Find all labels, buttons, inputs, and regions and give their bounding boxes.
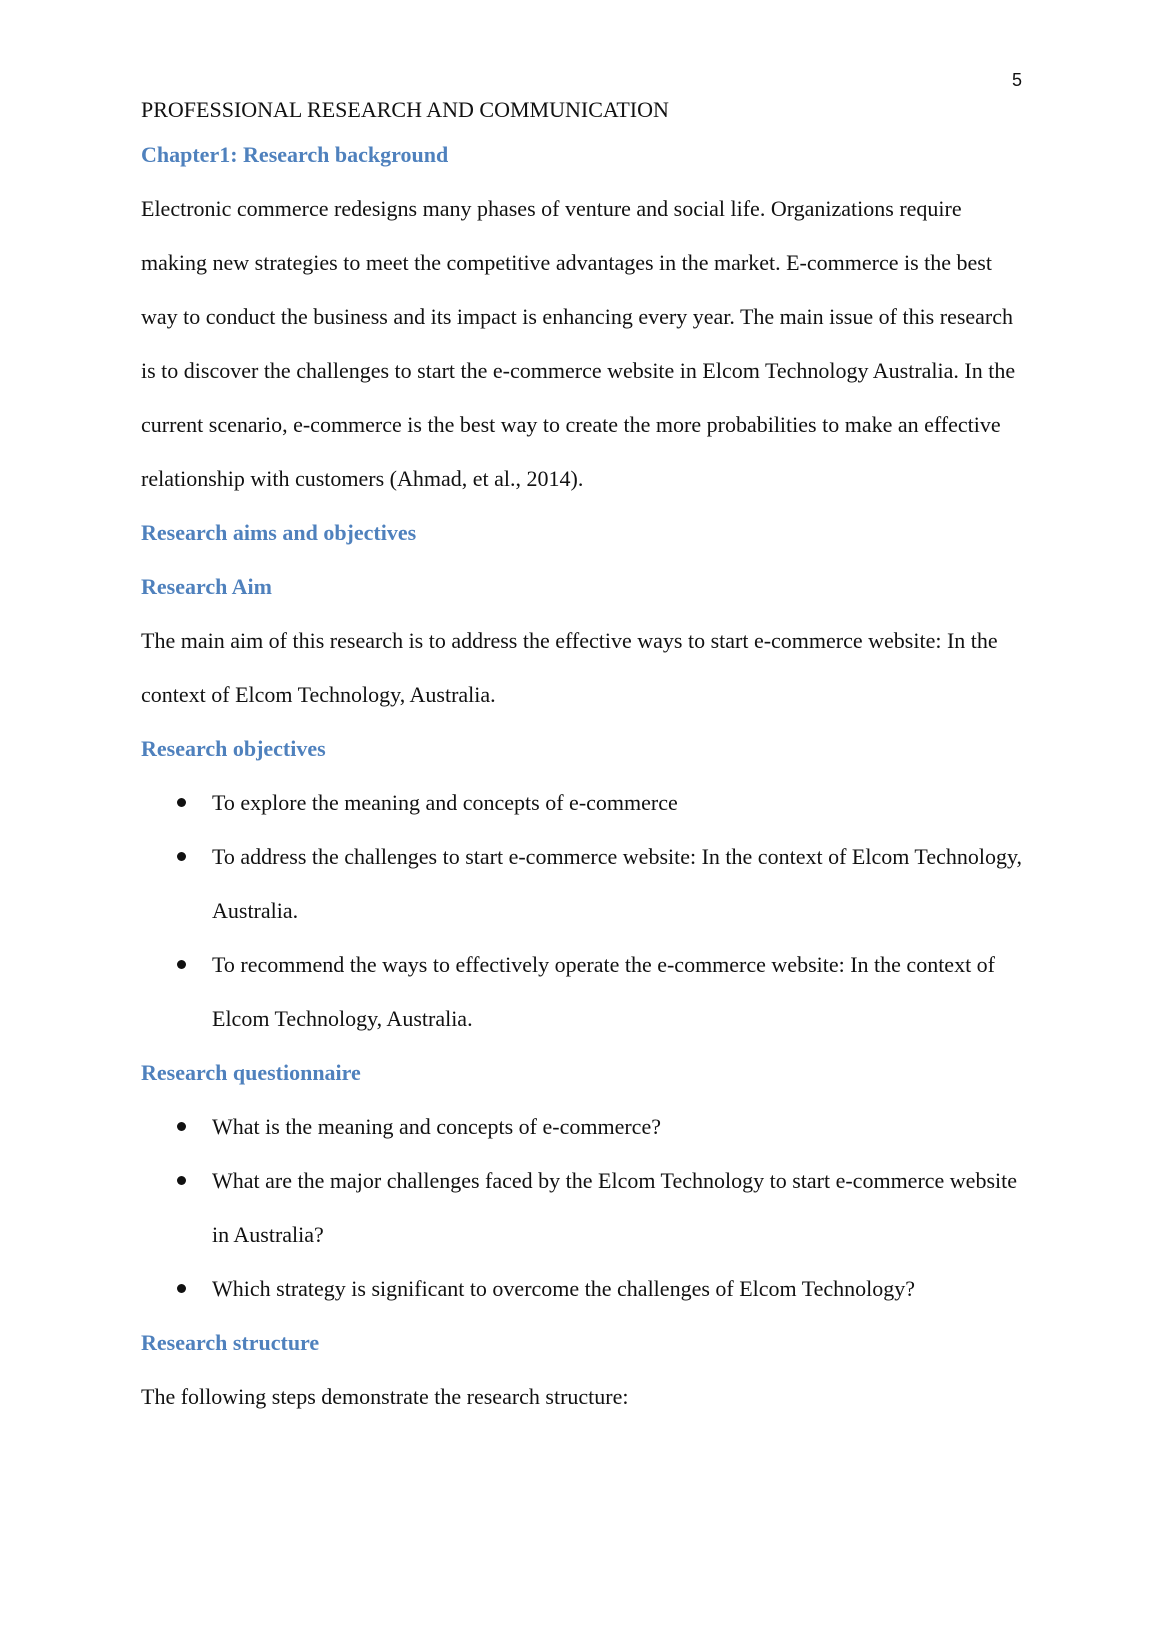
questionnaire-list	[141, 1100, 1026, 1316]
heading-research-aim: Research Aim	[141, 574, 272, 599]
paragraph-research-background: Electronic commerce redesigns many phases of venture and social life. Organizations require making new strategies to meet the competitive advantages in the market. E-commerce is the best way to conduct the business and its impact is enhancing every year. The main issue of this research is to discover the challenges to start the e-commerce website in Elcom Technology Australia. In the current scenario, e-commerce is the best way to create the more probabilities to make an effective relationship with customers (Ahmad, et al., 2014).	[141, 196, 1016, 491]
heading-research-background: Chapter1: Research background	[141, 142, 449, 167]
heading-research-objectives: Research objectives	[141, 736, 326, 761]
list-item	[141, 1262, 1026, 1316]
bullet-icon	[177, 798, 186, 807]
heading-research-structure: Research structure	[141, 1330, 320, 1355]
list-item-text: What is the meaning and concepts of e-commerce?	[212, 1114, 661, 1139]
list-item-text: To explore the meaning and concepts of e-commerce	[212, 790, 678, 815]
paragraph-research-structure: The following steps demonstrate the research structure:	[141, 1384, 629, 1409]
page-content	[141, 92, 1026, 1424]
list-item-text: To address the challenges to start e-commerce website: In the context of Elcom Technology, Australia.	[212, 844, 1023, 923]
list-item-text: To recommend the ways to effectively operate the e-commerce website: In the context of Elcom Technology, Australia.	[212, 952, 996, 1031]
list-item-text: Which strategy is significant to overcome the challenges of Elcom Technology?	[212, 1276, 916, 1301]
bullet-icon	[177, 1284, 186, 1293]
list-item	[141, 776, 1026, 830]
paragraph-research-aim: The main aim of this research is to address the effective ways to start e-commerce website: In the context of Elcom Technology, Australia.	[141, 628, 998, 707]
bullet-icon	[177, 960, 186, 969]
running-head: PROFESSIONAL RESEARCH AND COMMUNICATION	[141, 97, 669, 122]
list-item	[141, 1154, 1026, 1262]
bullet-icon	[177, 1122, 186, 1131]
bullet-icon	[177, 852, 186, 861]
objectives-list	[141, 776, 1026, 1046]
heading-research-questionnaire: Research questionnaire	[141, 1060, 361, 1085]
list-item	[141, 1100, 1026, 1154]
heading-aims-objectives: Research aims and objectives	[141, 520, 417, 545]
bullet-icon	[177, 1176, 186, 1185]
list-item	[141, 938, 1026, 1046]
list-item	[141, 830, 1026, 938]
page-number: 5	[1011, 70, 1022, 90]
list-item-text: What are the major challenges faced by the Elcom Technology to start e-commerce website in Australia?	[212, 1168, 1017, 1247]
